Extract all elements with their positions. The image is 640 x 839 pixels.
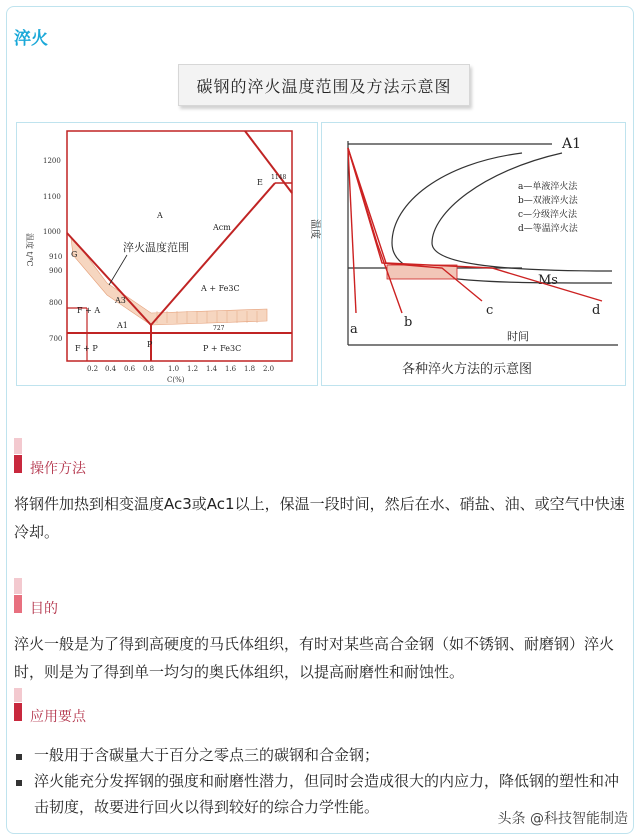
label-f-p: F + P [75,344,98,353]
label-p: P [147,340,153,349]
phase-diagram-figure [16,122,318,386]
section-marker-dark [14,595,22,613]
curve-d-label: d [592,303,601,318]
y-tick: 1100 [43,193,61,201]
label-f-a: F + A [77,306,101,315]
x-tick: 1.0 [168,365,180,373]
quench-methods-svg [309,123,625,385]
y-tick: 900 [49,267,63,275]
y-tick: 700 [49,335,63,343]
legend-item: c—分级淬火法 [518,210,578,220]
x-axis-label: 时间 [507,330,529,343]
label-acm: Acm [213,223,231,232]
curve-b-label: b [404,315,413,330]
y-tick-labels [43,157,62,343]
x-tick: 1.4 [206,365,218,373]
bullet-icon [16,754,22,760]
curve-a-label: a [350,322,358,337]
curve-labels [350,303,600,337]
diagram-banner: 碳钢的淬火温度范围及方法示意图 [178,64,470,106]
quench-range-label: 淬火温度范围 [123,241,189,254]
x-tick: 1.8 [244,365,256,373]
section-heading-operation: 操作方法 [30,461,86,477]
legend-item: d—等温淬火法 [518,224,578,234]
y-tick: 910 [49,253,63,261]
label-a3: A3 [115,296,126,305]
label-g: G [71,250,78,259]
legend-item: a—单液淬火法 [518,182,578,192]
x-tick: 1.6 [225,365,237,373]
x-tick: 1.2 [187,365,199,373]
label-a1: A1 [117,321,128,330]
list-item: 一般用于含碳量大于百分之零点三的碳钢和合金钢； [34,746,380,764]
label-727: 727 [213,325,225,332]
figure-caption: 各种淬火方法的示意图 [402,362,533,377]
se-line [151,183,275,325]
label-a: A [157,211,163,220]
label-p-fe3c: P + Fe3C [203,344,242,353]
y-tick: 800 [49,299,63,307]
section-marker-light [14,578,22,594]
y-axis-label: 温度 [309,219,320,239]
source-watermark: 头条 @科技智能制造 [497,811,628,827]
section-marker-dark [14,455,22,473]
x-axis-label: C(%) [167,376,185,384]
y-axis-label: 温度 t/℃ [25,233,34,267]
legend [518,180,579,234]
section-heading-application: 应用要点 [30,709,86,725]
x-tick: 0.4 [105,365,117,373]
legend-item: b—双液淬火法 [518,196,578,206]
section-marker-light [14,688,22,702]
phase-diagram-svg [17,123,317,385]
section-text-purpose: 淬火一般是为了得到高硬度的马氏体组织，有时对某些高合金钢（如不锈钢、耐磨钢）淬火时，则是为了得到单一均匀的奥氏体组织，以提高耐磨性和耐蚀性。 [14,635,615,681]
phase-labels [71,174,286,353]
quench-methods-figure [309,122,626,386]
section-marker-light [14,438,22,454]
ms-label: Ms [538,273,558,288]
x-tick: 2.0 [263,365,275,373]
y-tick: 1200 [43,157,61,165]
x-tick: 0.8 [143,365,155,373]
x-tick: 0.2 [87,365,99,373]
label-e-temp: 1148 [271,174,287,181]
section-heading-purpose: 目的 [30,601,58,617]
page-title: 淬火 [14,29,48,49]
bullet-icon [16,780,22,786]
x-tick: 0.6 [124,365,136,373]
section-marker-dark [14,703,22,721]
a1-label: A1 [562,136,582,152]
label-a-fe3c: A + Fe3C [201,284,240,293]
list-item: 淬火能充分发挥钢的强度和耐磨性潜力，但同时会造成很大的内应力，降低钢的塑性和冲击韧度，故要进行回火以得到较好的综合力学性能。 [34,772,620,816]
label-e: E [257,178,263,187]
x-tick-labels [87,365,274,373]
section-text-operation: 将钢件加热到相变温度Ac3或Ac1以上，保温一段时间，然后在水、硝盐、油、或空气中快速冷却。 [14,495,625,541]
curve-c-label: c [486,303,494,318]
y-tick: 1000 [43,228,61,236]
